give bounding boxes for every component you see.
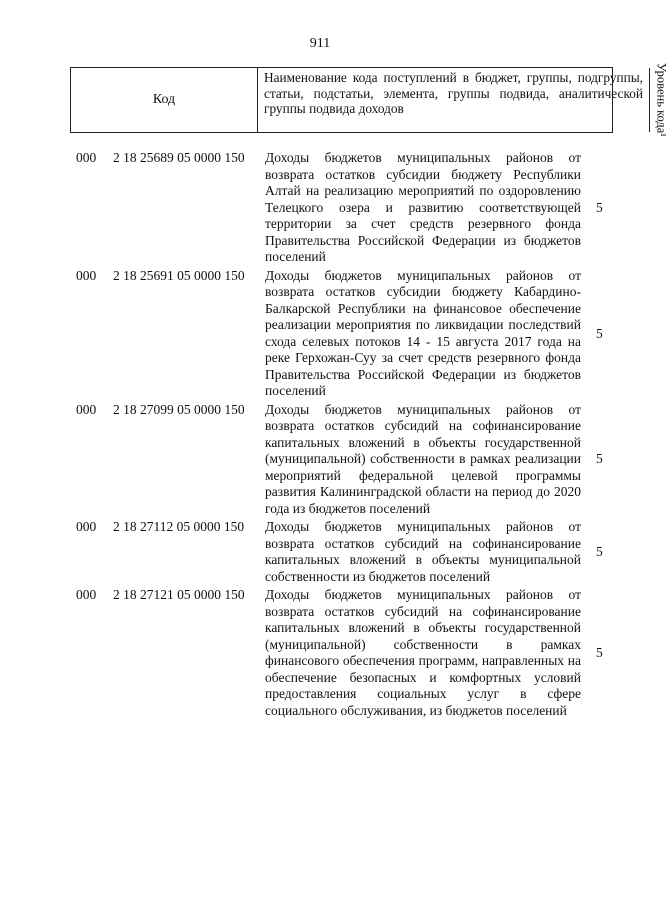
income-description: Доходы бюджетов муниципальных районов от возврата остатков субсидий на софинансирование капитальных вложений в объекты государственной (муниципальной) собственности в рамках финансового обеспечения программ, направленных на обеспечение безопасных и комфортных условий предоставления социальных услуг в сфере социального обслуживания, из бюджетов поселений (265, 587, 581, 718)
table-row (0, 587, 640, 719)
table-row (0, 150, 640, 266)
code-level: 5 (596, 645, 603, 660)
header-code-cell (71, 68, 258, 132)
income-description: Доходы бюджетов муниципальных районов от возврата остатков субсидий на софинансирование капитальных вложений в объекты муниципальной собственности из бюджетов поселений (265, 519, 581, 584)
income-code: 2 18 27121 05 0000 150 (113, 587, 245, 602)
admin-code: 000 (76, 401, 97, 417)
table-row (0, 402, 640, 518)
code-level: 5 (596, 544, 603, 559)
admin-code: 000 (76, 519, 97, 534)
admin-code: 000 (76, 150, 97, 165)
table-body (0, 150, 640, 721)
income-description: Доходы бюджетов муниципальных районов от возврата остатков субсидии бюджету Кабардино-Балкарской Республики на финансовое обеспечение реализации мероприятия по ликвидации последствий схода селевых потоков 14 - 15 августа 2017 года на реке Герхожан-Суу за счет средств резервного фонда Правительства Российской Федерации из бюджетов поселений (265, 267, 581, 398)
page-number: 911 (309, 36, 331, 51)
table-row (0, 519, 640, 585)
header-level-label: Уровень кода¹ (654, 62, 669, 138)
header-name-label: Наименование кода поступлений в бюджет, группы, подгруппы, статьи, подстатьи, элемента, группы подвида, аналитической группы подвида доходов (264, 70, 643, 117)
header-level-cell (650, 62, 672, 138)
income-code: 2 18 25689 05 0000 150 (113, 150, 245, 165)
income-code: 2 18 27112 05 0000 150 (113, 519, 245, 534)
code-level: 5 (596, 199, 603, 215)
admin-code: 000 (76, 267, 97, 283)
code-level: 5 (596, 325, 603, 341)
admin-code: 000 (76, 587, 97, 602)
income-code: 2 18 25691 05 0000 150 (113, 267, 245, 283)
table-row (0, 268, 640, 400)
header-name-cell (258, 68, 650, 132)
income-description: Доходы бюджетов муниципальных районов от возврата остатков субсидии бюджету Республики Алтай на реализацию мероприятий по оздоровлению Телецкого озера и развитию соответствующей территории за счет средств резервного фонда Правительства Российской Федерации из бюджетов поселений (265, 150, 581, 264)
table-header (70, 62, 669, 138)
income-description: Доходы бюджетов муниципальных районов от возврата остатков субсидий на софинансирование капитальных вложений в объекты государственной (муниципальной) собственности в рамках реализации мероприятий федеральной целевой программы развития Калининградской области на период до 2020 года из бюджетов поселений (265, 401, 581, 516)
income-code: 2 18 27099 05 0000 150 (113, 401, 245, 417)
header-code-label: Код (152, 92, 176, 107)
code-level: 5 (596, 451, 603, 467)
